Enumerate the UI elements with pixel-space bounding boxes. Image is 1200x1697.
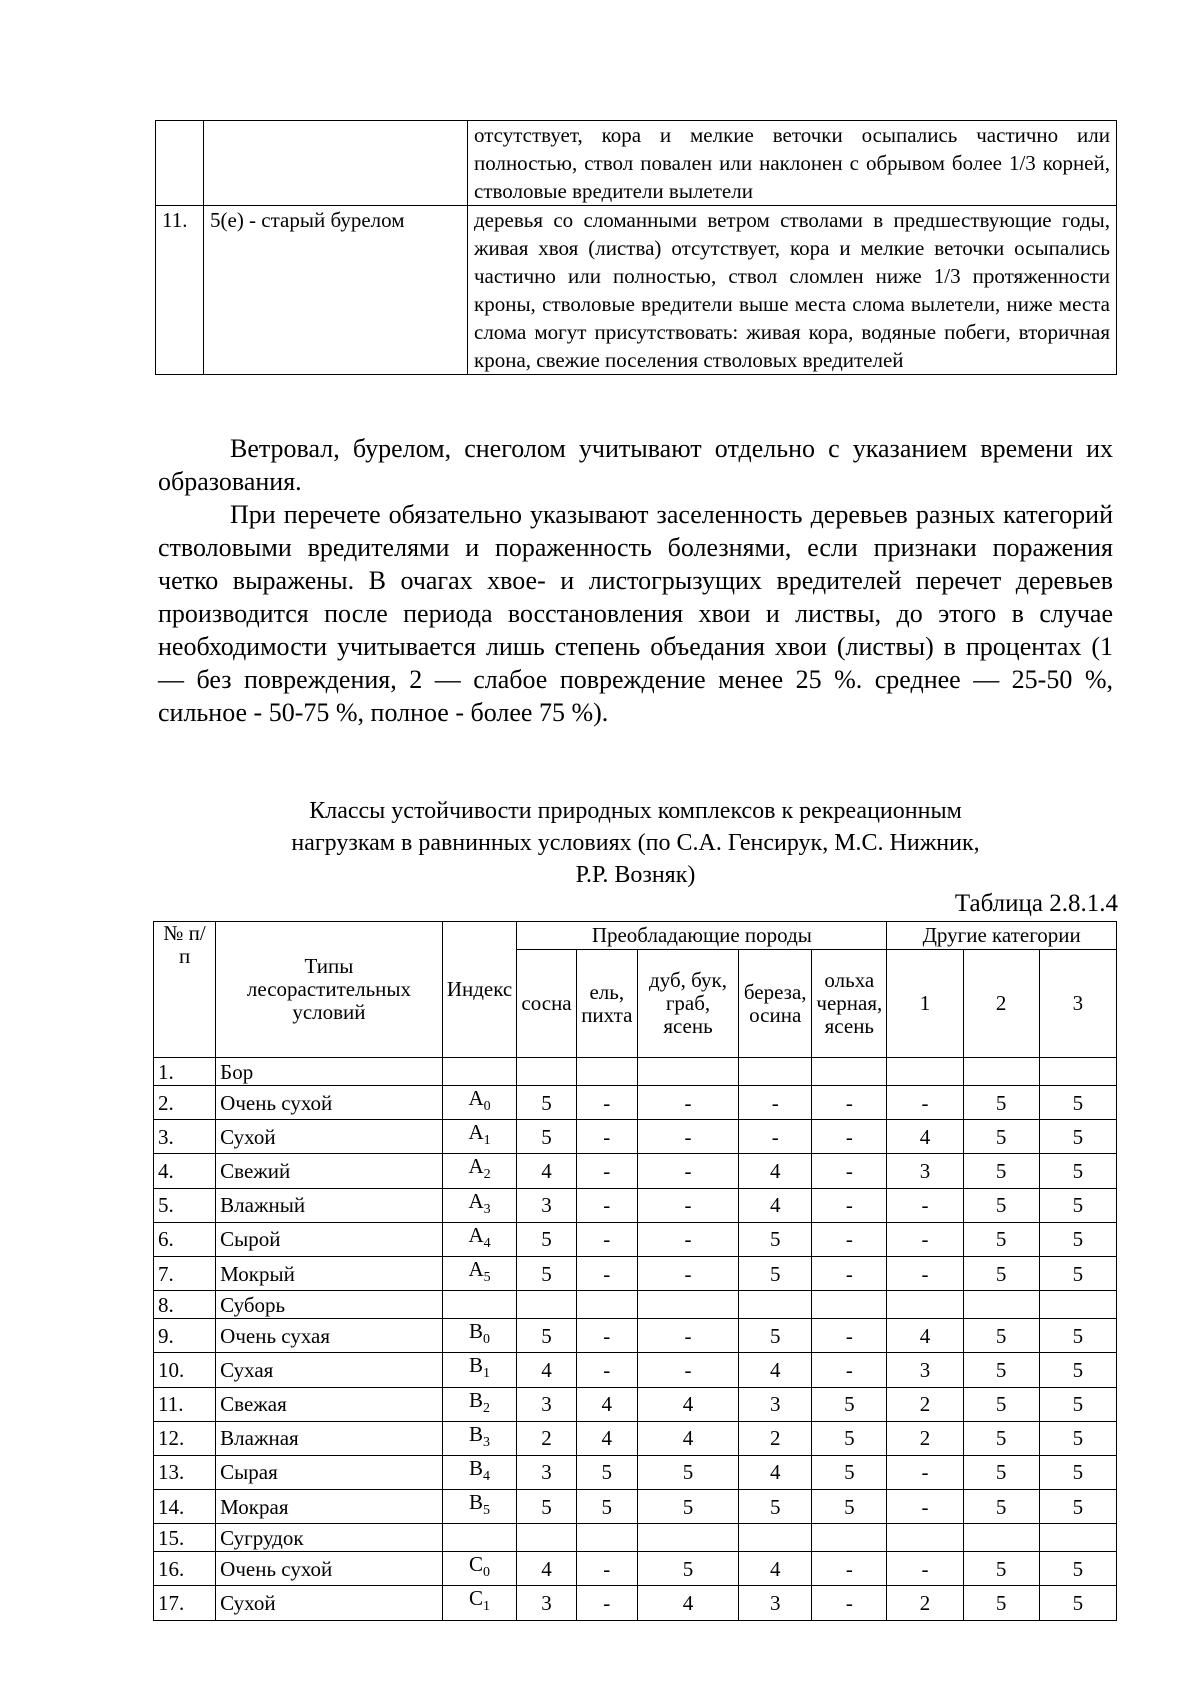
table-row bbox=[154, 1188, 1117, 1222]
value-cell bbox=[637, 1291, 738, 1319]
index-cell bbox=[442, 1058, 517, 1086]
index-letter: B bbox=[469, 1387, 484, 1412]
index-subscript: 0 bbox=[483, 1332, 491, 1348]
header-el: ель, пихта bbox=[576, 950, 637, 1058]
forest-type-name: Сухой bbox=[216, 1586, 443, 1620]
value-cell: 5 bbox=[1039, 1455, 1116, 1489]
value-cell: - bbox=[812, 1353, 887, 1387]
stability-classes-table bbox=[153, 921, 1117, 1621]
value-cell: - bbox=[576, 1154, 637, 1188]
index-cell bbox=[442, 1222, 517, 1256]
value-cell: 5 bbox=[517, 1086, 576, 1120]
row-num: 11. bbox=[156, 206, 204, 375]
value-cell: 4 bbox=[739, 1552, 812, 1586]
value-cell: - bbox=[812, 1552, 887, 1586]
index-cell bbox=[442, 1188, 517, 1222]
value-cell: - bbox=[576, 1552, 637, 1586]
value-cell: - bbox=[812, 1154, 887, 1188]
value-cell: 5 bbox=[739, 1256, 812, 1290]
index-cell bbox=[442, 1086, 517, 1120]
table-row bbox=[154, 1086, 1117, 1120]
value-cell: 5 bbox=[576, 1455, 637, 1489]
index-subscript: 4 bbox=[483, 1469, 491, 1485]
table-title-line-3: Р.Р. Возняк) bbox=[575, 862, 696, 888]
value-cell: 4 bbox=[517, 1154, 576, 1188]
index-subscript: 3 bbox=[483, 1434, 491, 1450]
index-letter: C bbox=[469, 1552, 484, 1577]
value-cell: 5 bbox=[517, 1256, 576, 1290]
value-cell: 5 bbox=[963, 1256, 1039, 1290]
forest-type-name: Сухой bbox=[216, 1120, 443, 1154]
value-cell: - bbox=[637, 1222, 738, 1256]
value-cell: 5 bbox=[963, 1490, 1039, 1524]
value-cell: 4 bbox=[739, 1455, 812, 1489]
value-cell: 4 bbox=[576, 1421, 637, 1455]
header-cat-2: 2 bbox=[963, 950, 1039, 1058]
value-cell: - bbox=[576, 1086, 637, 1120]
row-category: 5(е) - старый бурелом bbox=[204, 206, 468, 375]
table-row bbox=[154, 1120, 1117, 1154]
value-cell bbox=[1039, 1291, 1116, 1319]
value-cell: 5 bbox=[739, 1222, 812, 1256]
value-cell bbox=[812, 1058, 887, 1086]
row-number: 10. bbox=[154, 1353, 216, 1387]
value-cell: - bbox=[576, 1319, 637, 1353]
index-letter: A bbox=[468, 1086, 484, 1110]
index-cell bbox=[442, 1552, 517, 1586]
value-cell bbox=[963, 1291, 1039, 1319]
value-cell bbox=[1039, 1524, 1116, 1552]
table-row bbox=[154, 1387, 1117, 1421]
value-cell: 5 bbox=[1039, 1120, 1116, 1154]
index-subscript: 5 bbox=[483, 1503, 491, 1519]
value-cell: 4 bbox=[517, 1552, 576, 1586]
value-cell: 4 bbox=[739, 1353, 812, 1387]
index-letter: B bbox=[469, 1421, 484, 1446]
row-description: деревья со сломанными ветром стволами в предшествующие годы, живая хвоя (листва) отсутствует, кора и мелкие веточки осыпались частично или полностью, ствол сломлен ниже 1/3 протяженности кроны, стволовые вредители выше места слома вылетели, ниже места слома могут присутствовать: живая кора, водяные побеги, вторичная крона, свежие поселения стволовых вредителей bbox=[468, 206, 1117, 375]
forest-type-name: Мокрая bbox=[216, 1490, 443, 1524]
value-cell: 5 bbox=[1039, 1319, 1116, 1353]
forest-type-name: Сырая bbox=[216, 1455, 443, 1489]
header-sosna: сосна bbox=[517, 950, 576, 1058]
value-cell bbox=[576, 1058, 637, 1086]
forest-type-name: Сухая bbox=[216, 1353, 443, 1387]
value-cell: 4 bbox=[739, 1154, 812, 1188]
row-category bbox=[204, 121, 468, 206]
table-title bbox=[158, 795, 1113, 891]
continuation-row bbox=[156, 206, 1117, 375]
index-cell bbox=[442, 1256, 517, 1290]
index-cell bbox=[442, 1291, 517, 1319]
index-cell bbox=[442, 1421, 517, 1455]
index-subscript: 2 bbox=[483, 1400, 491, 1416]
value-cell: 5 bbox=[1039, 1552, 1116, 1586]
index-subscript: 1 bbox=[483, 1133, 491, 1149]
index-subscript: 5 bbox=[483, 1270, 491, 1286]
header-cat-1: 1 bbox=[887, 950, 963, 1058]
table-row bbox=[154, 1421, 1117, 1455]
row-number: 14. bbox=[154, 1490, 216, 1524]
index-letter: C bbox=[469, 1586, 484, 1611]
row-number: 6. bbox=[154, 1222, 216, 1256]
value-cell: 3 bbox=[517, 1188, 576, 1222]
value-cell: - bbox=[576, 1256, 637, 1290]
row-number: 5. bbox=[154, 1188, 216, 1222]
table-title-line-1: Классы устойчивости природных комплексов к рекреационным bbox=[309, 798, 962, 824]
header-cat-3: 3 bbox=[1039, 950, 1116, 1058]
index-letter: A bbox=[468, 1120, 484, 1145]
value-cell: 5 bbox=[963, 1086, 1039, 1120]
value-cell: - bbox=[812, 1120, 887, 1154]
value-cell: 4 bbox=[887, 1319, 963, 1353]
value-cell bbox=[517, 1058, 576, 1086]
value-cell: 5 bbox=[963, 1387, 1039, 1421]
value-cell: 5 bbox=[1039, 1086, 1116, 1120]
value-cell: 5 bbox=[1039, 1188, 1116, 1222]
value-cell: 5 bbox=[1039, 1586, 1116, 1620]
value-cell: 5 bbox=[812, 1455, 887, 1489]
header-types: Типы лесорастительных условий bbox=[216, 922, 443, 1058]
forest-type-name: Влажный bbox=[216, 1188, 443, 1222]
value-cell bbox=[1039, 1058, 1116, 1086]
value-cell: - bbox=[739, 1086, 812, 1120]
value-cell: 4 bbox=[739, 1188, 812, 1222]
index-letter: A bbox=[468, 1222, 484, 1247]
header-group-species: Преобладающие породы bbox=[517, 922, 887, 950]
value-cell: 5 bbox=[739, 1490, 812, 1524]
value-cell: 5 bbox=[963, 1586, 1039, 1620]
value-cell: 5 bbox=[637, 1455, 738, 1489]
value-cell: 5 bbox=[517, 1319, 576, 1353]
table-row bbox=[154, 1058, 1117, 1086]
value-cell: - bbox=[637, 1120, 738, 1154]
paragraph-1: Ветровал, бурелом, снеголом учитывают отдельно с указанием времени их образования. bbox=[158, 434, 1113, 496]
value-cell bbox=[576, 1291, 637, 1319]
value-cell bbox=[812, 1524, 887, 1552]
value-cell: - bbox=[887, 1256, 963, 1290]
row-num bbox=[156, 121, 204, 206]
row-number: 4. bbox=[154, 1154, 216, 1188]
value-cell: 5 bbox=[963, 1552, 1039, 1586]
value-cell: 5 bbox=[517, 1120, 576, 1154]
value-cell: 5 bbox=[517, 1222, 576, 1256]
forest-type-name: Влажная bbox=[216, 1421, 443, 1455]
table-row bbox=[154, 1319, 1117, 1353]
value-cell: 5 bbox=[1039, 1256, 1116, 1290]
value-cell: 5 bbox=[963, 1154, 1039, 1188]
index-subscript: 4 bbox=[483, 1235, 491, 1251]
value-cell bbox=[637, 1058, 738, 1086]
table-row bbox=[154, 1455, 1117, 1489]
value-cell: 2 bbox=[887, 1387, 963, 1421]
value-cell: 5 bbox=[812, 1421, 887, 1455]
table-row bbox=[154, 1154, 1117, 1188]
row-number: 13. bbox=[154, 1455, 216, 1489]
index-subscript: 2 bbox=[483, 1167, 491, 1183]
forest-type-name: Мокрый bbox=[216, 1256, 443, 1290]
value-cell: 5 bbox=[963, 1421, 1039, 1455]
header-num: № п/п bbox=[154, 922, 216, 1058]
table-title-line-2: нагрузкам в равнинных условиях (по С.А. Генсирук, М.С. Нижник, bbox=[291, 830, 980, 856]
value-cell: 5 bbox=[1039, 1421, 1116, 1455]
value-cell: - bbox=[739, 1120, 812, 1154]
table-row bbox=[154, 1222, 1117, 1256]
value-cell: - bbox=[576, 1188, 637, 1222]
value-cell: - bbox=[576, 1586, 637, 1620]
continuation-table bbox=[155, 120, 1117, 375]
row-description: отсутствует, кора и мелкие веточки осыпались частично или полностью, ствол повален или наклонен с обрывом более 1/3 корней, стволовые вредители вылетели bbox=[468, 121, 1117, 206]
index-cell bbox=[442, 1490, 517, 1524]
value-cell bbox=[637, 1524, 738, 1552]
header-index: Индекс bbox=[442, 922, 517, 1058]
value-cell bbox=[887, 1058, 963, 1086]
value-cell: 3 bbox=[517, 1387, 576, 1421]
forest-type-name: Сырой bbox=[216, 1222, 443, 1256]
row-number: 1. bbox=[154, 1058, 216, 1086]
value-cell: 5 bbox=[576, 1490, 637, 1524]
index-cell bbox=[442, 1319, 517, 1353]
value-cell: 5 bbox=[1039, 1353, 1116, 1387]
table-number: Таблица 2.8.1.4 bbox=[954, 890, 1118, 917]
value-cell: - bbox=[812, 1222, 887, 1256]
index-subscript: 1 bbox=[483, 1599, 491, 1615]
index-letter: B bbox=[469, 1455, 484, 1480]
forest-type-name: Очень сухая bbox=[216, 1319, 443, 1353]
index-subscript: 0 bbox=[483, 1099, 491, 1115]
value-cell: 3 bbox=[887, 1353, 963, 1387]
table-row bbox=[154, 1586, 1117, 1620]
table-row bbox=[154, 1353, 1117, 1387]
row-number: 16. bbox=[154, 1552, 216, 1586]
forest-type-name: Свежая bbox=[216, 1387, 443, 1421]
row-number: 11. bbox=[154, 1387, 216, 1421]
table-row bbox=[154, 1490, 1117, 1524]
value-cell: 4 bbox=[576, 1387, 637, 1421]
value-cell: 5 bbox=[1039, 1387, 1116, 1421]
value-cell bbox=[963, 1058, 1039, 1086]
forest-type-name: Свежий bbox=[216, 1154, 443, 1188]
table-row bbox=[154, 1291, 1117, 1319]
value-cell: 2 bbox=[887, 1421, 963, 1455]
value-cell: 4 bbox=[517, 1353, 576, 1387]
index-cell bbox=[442, 1586, 517, 1620]
value-cell: 4 bbox=[637, 1421, 738, 1455]
value-cell: - bbox=[812, 1256, 887, 1290]
table-body bbox=[154, 1058, 1117, 1621]
row-number: 2. bbox=[154, 1086, 216, 1120]
index-letter: B bbox=[469, 1319, 484, 1344]
value-cell bbox=[812, 1291, 887, 1319]
header-group-other: Другие категории bbox=[887, 922, 1117, 950]
value-cell: 5 bbox=[517, 1490, 576, 1524]
index-cell bbox=[442, 1353, 517, 1387]
row-number: 8. bbox=[154, 1291, 216, 1319]
value-cell: - bbox=[887, 1552, 963, 1586]
index-cell bbox=[442, 1455, 517, 1489]
value-cell: 5 bbox=[963, 1319, 1039, 1353]
value-cell: 5 bbox=[739, 1319, 812, 1353]
value-cell bbox=[887, 1291, 963, 1319]
value-cell: 5 bbox=[812, 1387, 887, 1421]
row-number: 12. bbox=[154, 1421, 216, 1455]
value-cell: 5 bbox=[1039, 1222, 1116, 1256]
value-cell: 4 bbox=[637, 1586, 738, 1620]
header-olkha: ольха черная, ясень bbox=[812, 950, 887, 1058]
value-cell bbox=[576, 1524, 637, 1552]
value-cell: 5 bbox=[963, 1353, 1039, 1387]
body-text bbox=[158, 432, 1113, 729]
value-cell: 5 bbox=[637, 1552, 738, 1586]
value-cell: 3 bbox=[517, 1586, 576, 1620]
value-cell: - bbox=[887, 1455, 963, 1489]
index-cell bbox=[442, 1120, 517, 1154]
value-cell: - bbox=[887, 1188, 963, 1222]
index-cell bbox=[442, 1154, 517, 1188]
continuation-row bbox=[156, 121, 1117, 206]
value-cell: - bbox=[887, 1086, 963, 1120]
value-cell: 5 bbox=[812, 1490, 887, 1524]
table-row bbox=[154, 1256, 1117, 1290]
value-cell bbox=[739, 1058, 812, 1086]
index-letter: B bbox=[469, 1490, 484, 1515]
value-cell: - bbox=[637, 1154, 738, 1188]
value-cell: 3 bbox=[739, 1387, 812, 1421]
table-row bbox=[154, 1524, 1117, 1552]
table-row bbox=[154, 1552, 1117, 1586]
value-cell: 5 bbox=[637, 1490, 738, 1524]
value-cell bbox=[887, 1524, 963, 1552]
value-cell: 5 bbox=[963, 1120, 1039, 1154]
index-letter: A bbox=[468, 1188, 484, 1213]
index-letter: B bbox=[469, 1353, 484, 1378]
value-cell: 2 bbox=[887, 1586, 963, 1620]
value-cell: 5 bbox=[963, 1222, 1039, 1256]
row-number: 15. bbox=[154, 1524, 216, 1552]
value-cell: - bbox=[812, 1586, 887, 1620]
header-dub: дуб, бук, граб, ясень bbox=[637, 950, 738, 1058]
paragraph-2: При перечете обязательно указывают заселенность деревьев разных категорий стволовыми вредителями и пораженность болезнями, если признаки поражения четко выражены. В очагах хвое- и листогрызущих вредителей перечет деревьев производится после периода восстановления хвои и листвы, до этого в случае необходимости учитывается лишь степень объедания хвои (листвы) в процентах (1 — без повреждения, 2 — слабое повреждение менее 25 %. среднее — 25-50 %, сильное - 50-75 %, полное - более 75 %). bbox=[158, 500, 1113, 727]
value-cell: 5 bbox=[1039, 1490, 1116, 1524]
value-cell: 3 bbox=[517, 1455, 576, 1489]
value-cell: - bbox=[887, 1222, 963, 1256]
value-cell: 4 bbox=[887, 1120, 963, 1154]
value-cell: - bbox=[637, 1256, 738, 1290]
value-cell: 2 bbox=[739, 1421, 812, 1455]
value-cell: - bbox=[576, 1353, 637, 1387]
value-cell bbox=[739, 1291, 812, 1319]
value-cell: - bbox=[637, 1188, 738, 1222]
forest-type-name: Суборь bbox=[216, 1291, 443, 1319]
index-cell bbox=[442, 1524, 517, 1552]
value-cell: - bbox=[576, 1222, 637, 1256]
index-subscript: 3 bbox=[483, 1201, 491, 1217]
value-cell: 5 bbox=[963, 1188, 1039, 1222]
value-cell: - bbox=[812, 1319, 887, 1353]
value-cell: - bbox=[887, 1490, 963, 1524]
value-cell: 4 bbox=[637, 1387, 738, 1421]
row-number: 17. bbox=[154, 1586, 216, 1620]
value-cell: - bbox=[812, 1086, 887, 1120]
value-cell bbox=[517, 1524, 576, 1552]
table-header bbox=[154, 922, 1117, 1058]
value-cell: 5 bbox=[963, 1455, 1039, 1489]
forest-type-name: Очень сухой bbox=[216, 1552, 443, 1586]
forest-type-name: Сугрудок bbox=[216, 1524, 443, 1552]
value-cell: - bbox=[637, 1319, 738, 1353]
index-cell bbox=[442, 1387, 517, 1421]
header-bereza: береза, осина bbox=[739, 950, 812, 1058]
value-cell: 5 bbox=[1039, 1154, 1116, 1188]
value-cell: - bbox=[637, 1353, 738, 1387]
value-cell: - bbox=[576, 1120, 637, 1154]
value-cell bbox=[739, 1524, 812, 1552]
value-cell: 2 bbox=[517, 1421, 576, 1455]
row-number: 3. bbox=[154, 1120, 216, 1154]
forest-type-name: Бор bbox=[216, 1058, 443, 1086]
value-cell: 3 bbox=[887, 1154, 963, 1188]
value-cell: - bbox=[637, 1086, 738, 1120]
value-cell bbox=[517, 1291, 576, 1319]
value-cell: - bbox=[812, 1188, 887, 1222]
forest-type-name: Очень сухой bbox=[216, 1086, 443, 1120]
index-letter: A bbox=[468, 1154, 484, 1179]
index-letter: A bbox=[468, 1256, 484, 1281]
row-number: 7. bbox=[154, 1256, 216, 1290]
index-subscript: 0 bbox=[483, 1565, 491, 1581]
value-cell bbox=[963, 1524, 1039, 1552]
value-cell: 3 bbox=[739, 1586, 812, 1620]
row-number: 9. bbox=[154, 1319, 216, 1353]
index-subscript: 1 bbox=[483, 1366, 491, 1382]
